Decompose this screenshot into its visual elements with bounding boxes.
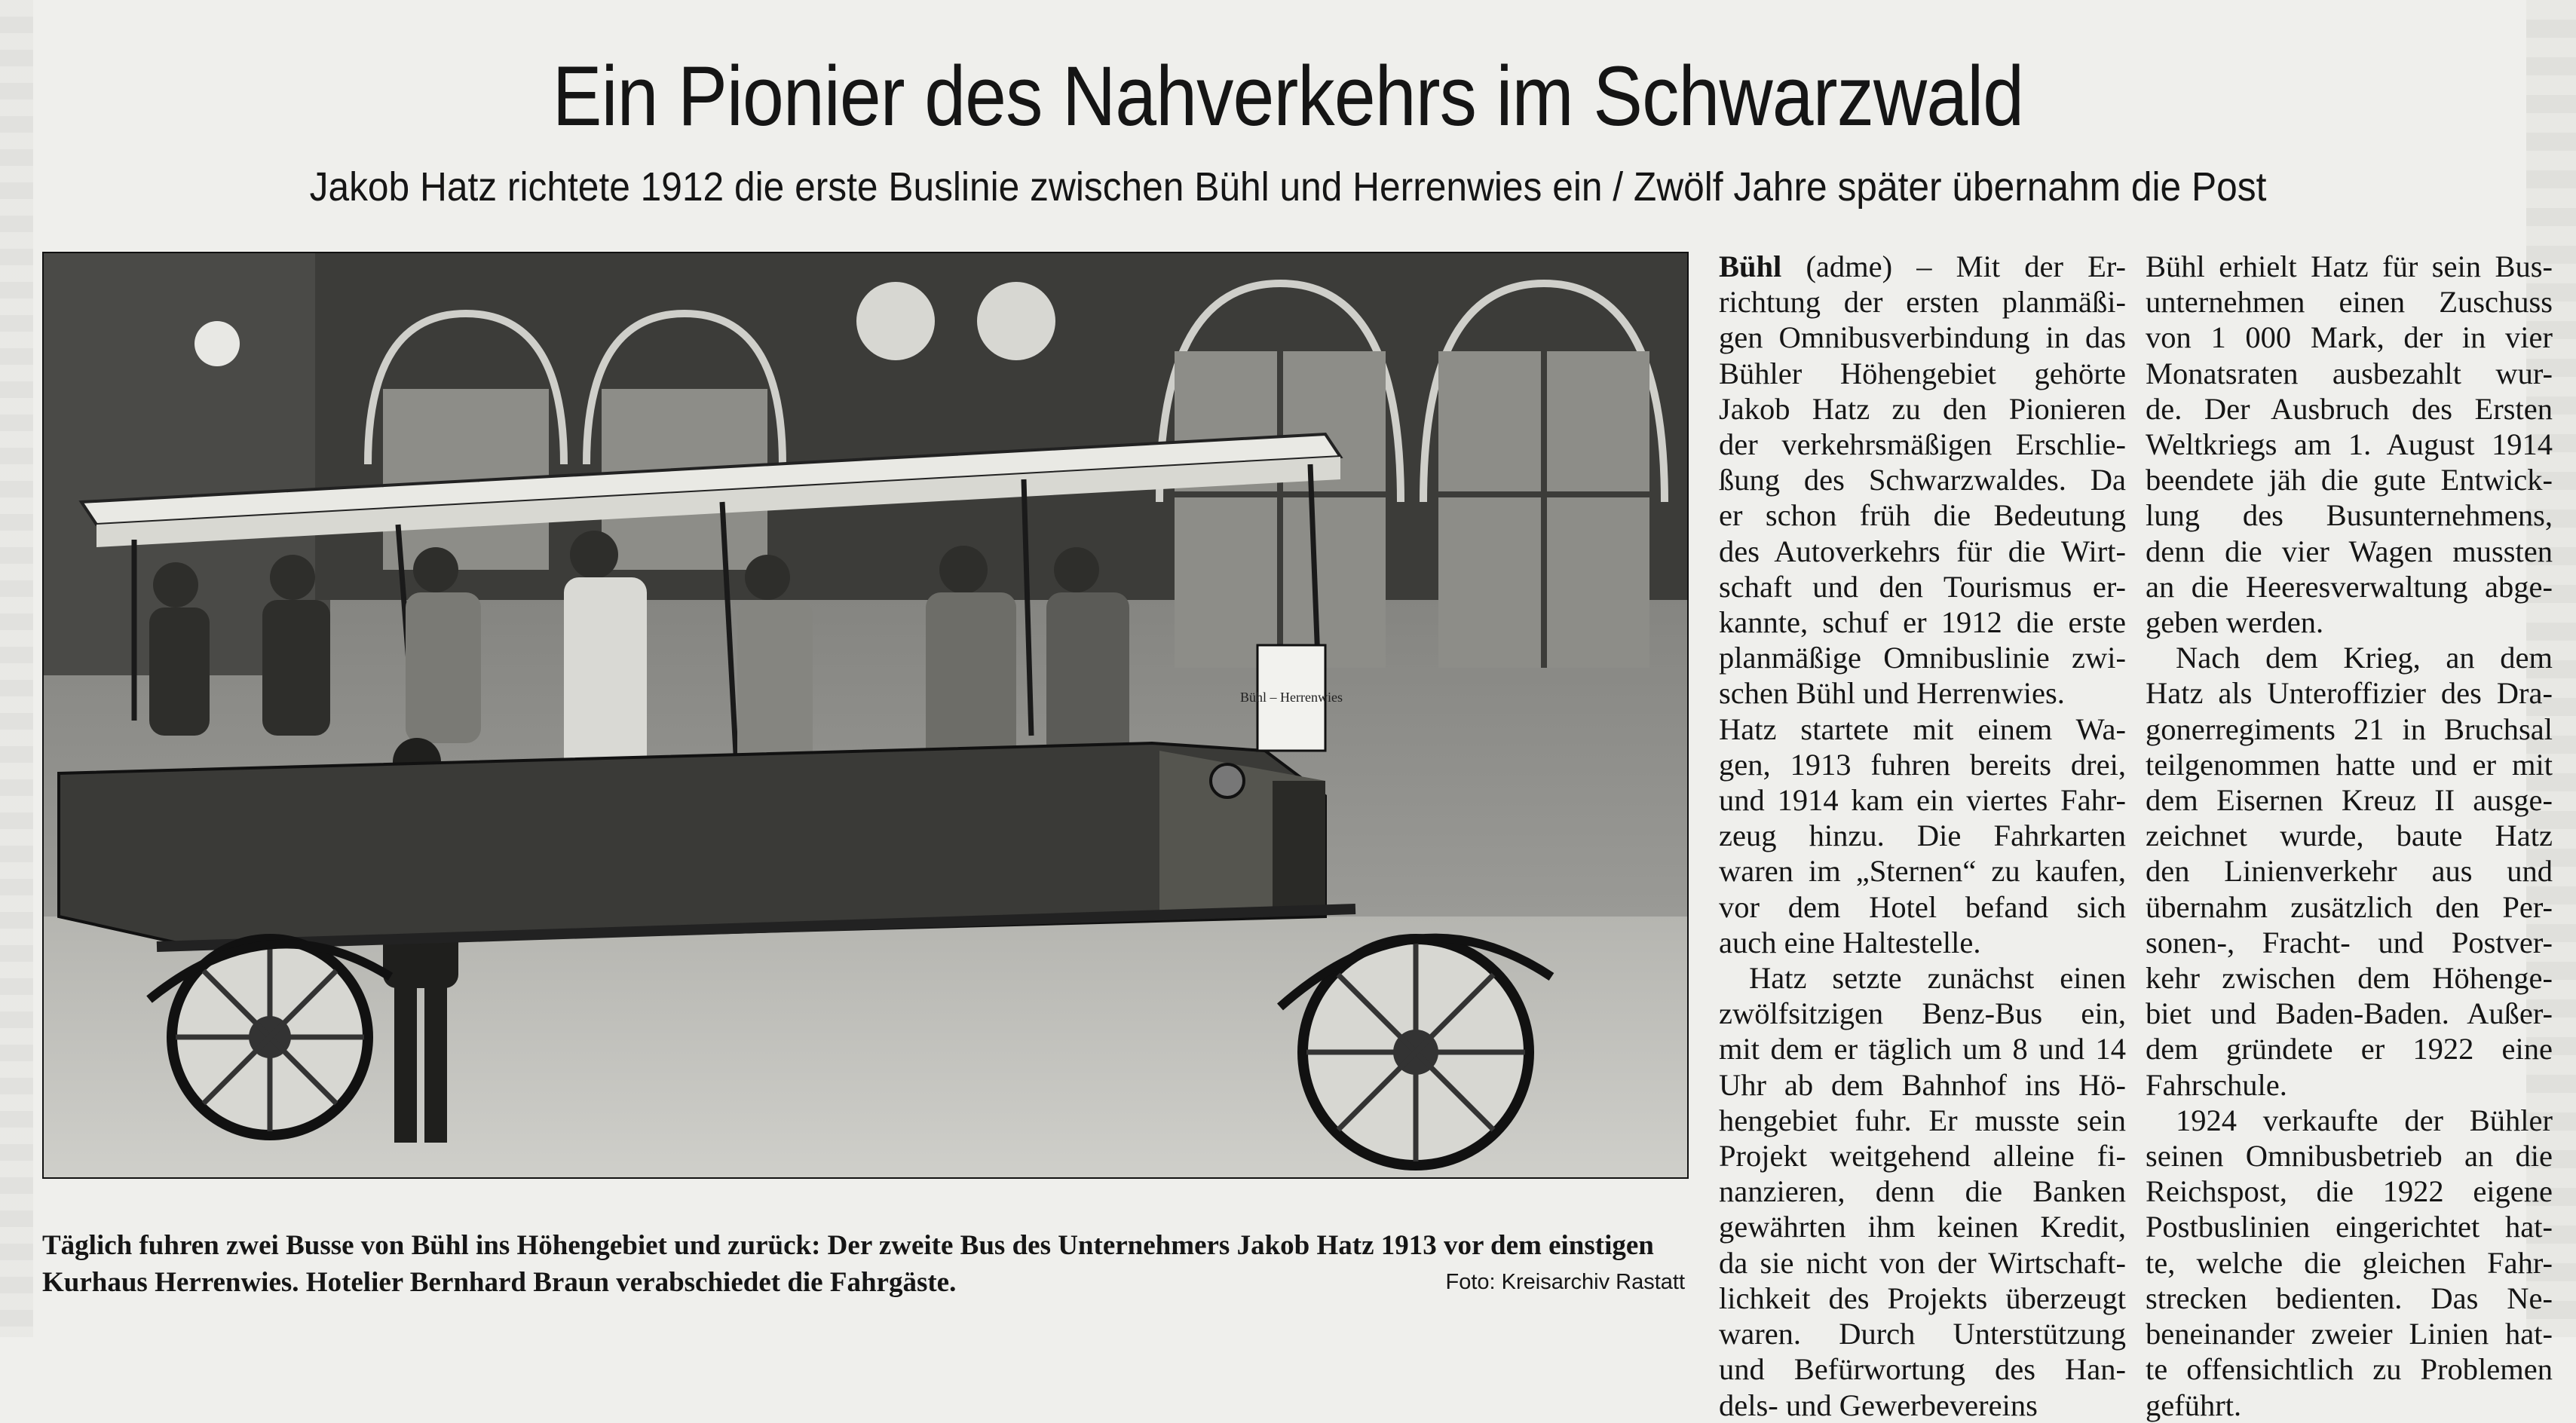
article-text-line: Hatz setzte zunächst einen	[1749, 961, 2126, 996]
article-text-line: da sie nicht von der Wirtschaft-	[1719, 1245, 2126, 1280]
photo-illustration	[44, 253, 1687, 1177]
article-text-line: Postbuslinien eingerichtet hat-	[2146, 1210, 2553, 1244]
article-text-line: von 1 000 Mark, der in vier	[2146, 320, 2553, 355]
photo-caption: Täglich fuhren zwei Busse von Bühl ins Höhengebiet und zurück: Der zweite Bus des Unternehmers Jakob Hatz 1913 vor dem einstigen Kurhaus Herrenwies. Hotelier Bernhard Braun verabschiedet die Fahrgäste.	[42, 1230, 1654, 1298]
article-text-line: geführt.	[2146, 1388, 2242, 1422]
article-text-line: und 1914 kam ein viertes Fahr-	[1719, 783, 2126, 818]
article-text-line: Bühl (adme) – Mit der Er-	[1719, 249, 2126, 283]
article-text-line: waren. Durch Unterstützung	[1719, 1317, 2126, 1351]
article-text-line: Reichspost, die 1922 eigene	[2146, 1174, 2553, 1209]
article-text-line: schaft und den Tourismus er-	[1719, 569, 2126, 604]
article-text-line: kannte, schuf er 1912 die erste	[1719, 605, 2126, 640]
article-text-line: beneinander zweier Linien hat-	[2146, 1317, 2553, 1351]
article-text-line: des Autoverkehrs für die Wirt-	[1719, 534, 2126, 568]
article-dateline: Bühl	[1719, 249, 1782, 283]
article-text-line: Fahrschule.	[2146, 1067, 2287, 1102]
article-text-line: übernahm zusätzlich den Per-	[2146, 889, 2553, 924]
article-text-line: Projekt weitgehend alleine fi-	[1719, 1139, 2126, 1174]
article-text-line: hengebiet fuhr. Er musste sein	[1719, 1103, 2126, 1137]
article-text-line: lichkeit des Projekts überzeugt	[1719, 1281, 2126, 1315]
adjacent-article-edge-left	[0, 0, 33, 1337]
article-text-line: te offensichtlich zu Problemen	[2146, 1352, 2553, 1387]
article-text-line: Hatz startete mit einem Wa-	[1719, 712, 2126, 746]
article-text-line: de. Der Ausbruch des Ersten	[2146, 391, 2553, 426]
article-text-line: seinen Omnibusbetrieb an die	[2146, 1139, 2553, 1174]
article-text-line: Hatz als Unteroffizier des Dra-	[2146, 676, 2553, 711]
article-text-line: zeichnet wurde, baute Hatz	[2146, 819, 2553, 853]
article-text-line: waren im „Sternen“ zu kaufen,	[1719, 854, 2126, 889]
article-text-line: auch eine Haltestelle.	[1719, 925, 1981, 959]
article-text-line: kehr zwischen dem Höhenge-	[2146, 961, 2553, 996]
article-text-line: Weltkriegs am 1. August 1914	[2146, 427, 2553, 462]
article-text-line: Nach dem Krieg, an dem	[2176, 641, 2553, 675]
article-text-line: gewährten ihm keinen Kredit,	[1719, 1210, 2126, 1244]
article-column-2	[2146, 249, 2553, 1423]
article-headline: Ein Pionier des Nahverkehrs im Schwarzwald	[552, 49, 2024, 143]
photo-credit: Foto: Kreisarchiv Rastatt	[1445, 1270, 1685, 1294]
article-text-line: Jakob Hatz zu den Pionieren	[1719, 391, 2126, 426]
article-text-line: planmäßige Omnibuslinie zwi-	[1719, 641, 2126, 675]
article-text-line: ßung des Schwarzwaldes. Da	[1719, 463, 2126, 497]
route-sign-text: Bühl – Herrenwies	[1240, 690, 1343, 705]
article-text-line: er schon früh die Bedeutung	[1719, 498, 2126, 533]
article-text-line: nanzieren, denn die Banken	[1719, 1174, 2126, 1209]
article-text-line: unternehmen einen Zuschuss	[2146, 285, 2553, 320]
article-text-line: geben werden.	[2146, 605, 2324, 640]
article-text-line: lung des Busunternehmens,	[2146, 498, 2553, 533]
radiator	[1273, 781, 1325, 909]
article-text-line: zeug hinzu. Die Fahrkarten	[1719, 819, 2126, 853]
article-text-line: Bühler Höhengebiet gehörte	[1719, 356, 2126, 390]
article-text-line: den Linienverkehr aus und	[2146, 854, 2553, 889]
article-text-line: dem Eisernen Kreuz II ausge-	[2146, 783, 2553, 818]
article-text-line: 1924 verkaufte der Bühler	[2176, 1103, 2553, 1137]
article-text-line: gonerregiments 21 in Bruchsal	[2146, 712, 2553, 746]
article-text-line: beendete jäh die gute Entwick-	[2146, 463, 2553, 497]
article-text-line: richtung der ersten planmäßi-	[1719, 285, 2126, 320]
article-text-line: zwölfsitzigen Benz-Bus ein,	[1719, 996, 2126, 1031]
article-text-line: vor dem Hotel befand sich	[1719, 889, 2126, 924]
historic-bus-photo	[42, 252, 1689, 1179]
article-text-line: biet und Baden-Baden. Außer-	[2146, 996, 2553, 1031]
article-text-line: dem gründete er 1922 eine	[2146, 1032, 2553, 1066]
article-text-line: schen Bühl und Herrenwies.	[1719, 676, 2065, 711]
article-text-line: strecken bedienten. Das Ne-	[2146, 1281, 2553, 1315]
article-text-line: an die Heeresverwaltung abge-	[2146, 569, 2553, 604]
article-subheadline: Jakob Hatz richtete 1912 die erste Buslinie zwischen Bühl und Herrenwies ein / Zwölf Jahre später übernahm die Post	[309, 164, 2267, 210]
article-text-line: Uhr ab dem Bahnhof ins Hö-	[1719, 1067, 2126, 1102]
article-text-line: sonen-, Fracht- und Postver-	[2146, 925, 2553, 959]
article-column-1	[1719, 249, 2126, 1423]
article-text-line: gen, 1913 fuhren bereits drei,	[1719, 747, 2126, 782]
lamp	[195, 321, 240, 366]
article-text-line: denn die vier Wagen mussten	[2146, 534, 2553, 568]
article-text-line: mit dem er täglich um 8 und 14	[1719, 1032, 2126, 1066]
headlamp	[1211, 764, 1244, 797]
article-text-line: der verkehrsmäßigen Erschlie-	[1719, 427, 2126, 462]
article-text-line: gen Omnibusverbindung in das	[1719, 320, 2126, 355]
article-text-line: Bühl erhielt Hatz für sein Bus-	[2146, 249, 2553, 283]
article-text-line: und Befürwortung des Han-	[1719, 1352, 2126, 1387]
front-wheel	[1303, 939, 1529, 1165]
article-text-line: teilgenommen hatte und er mit	[2146, 747, 2553, 782]
article-text-line: te, welche die gleichen Fahr-	[2146, 1245, 2553, 1280]
article-text-line: dels- und Gewerbevereins	[1719, 1388, 2038, 1422]
article-text-line: Monatsraten ausbezahlt wur-	[2146, 356, 2553, 390]
